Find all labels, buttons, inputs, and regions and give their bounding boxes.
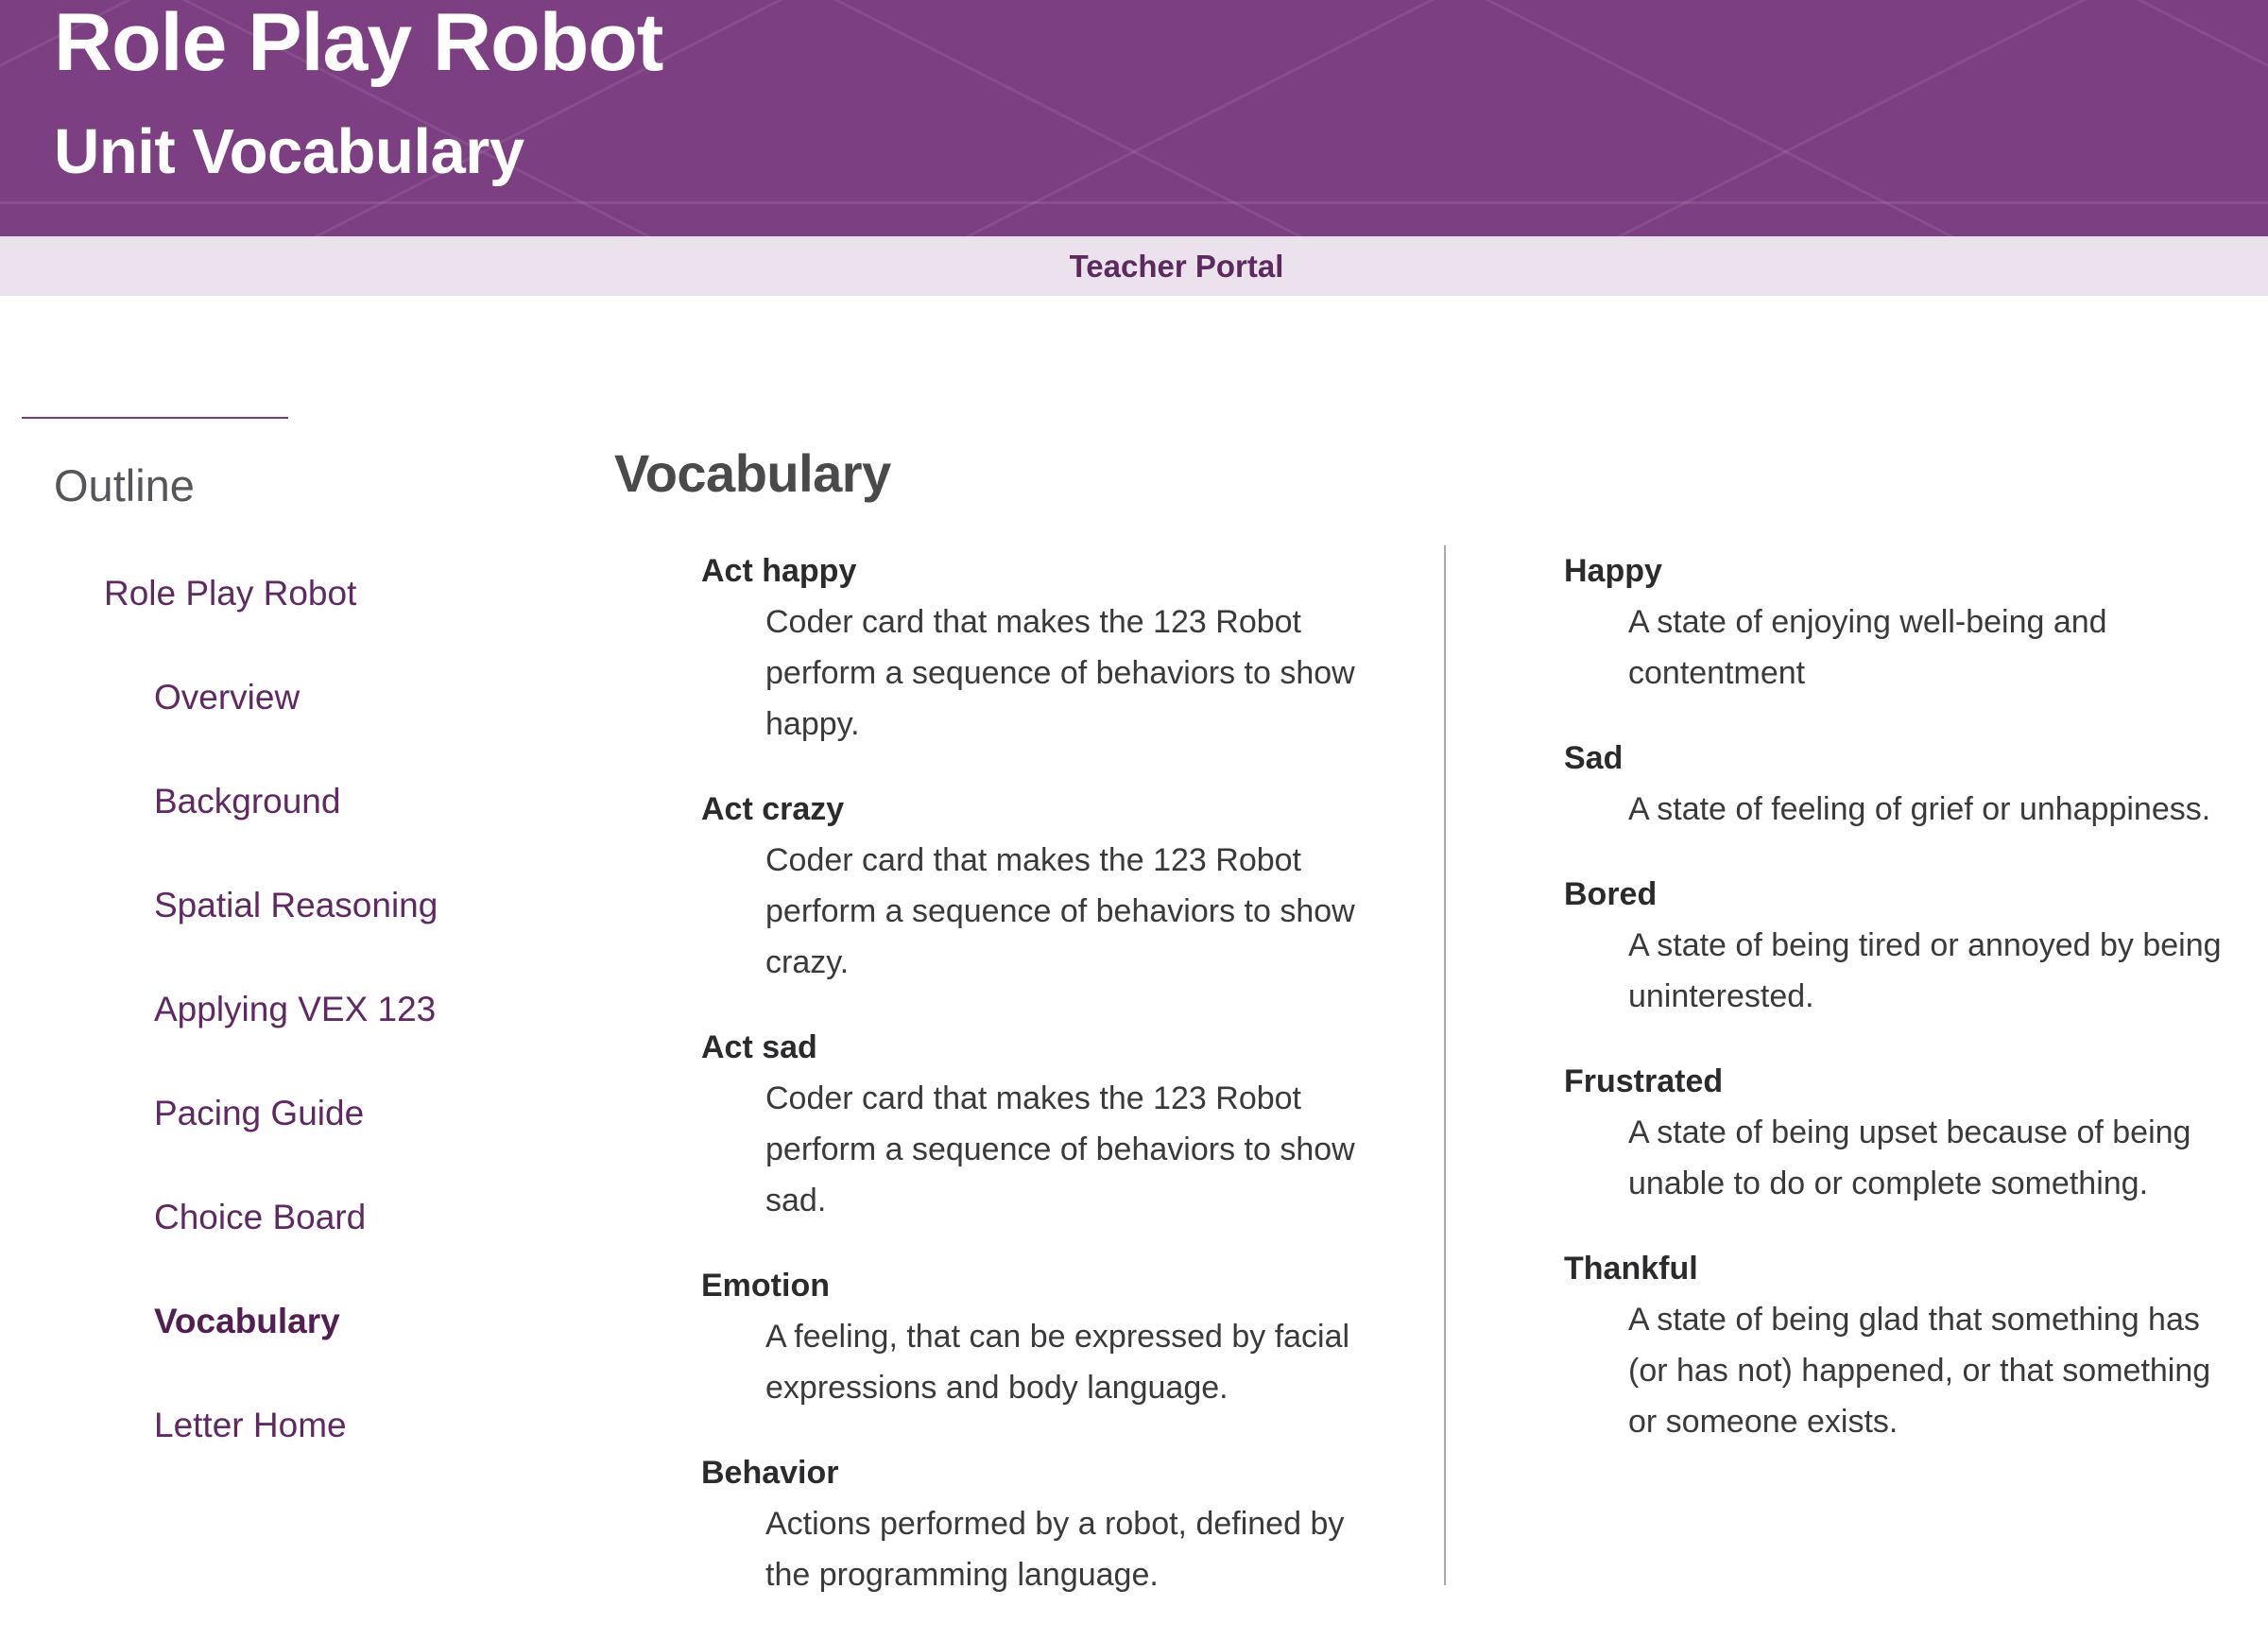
sidebar-item-role-play-robot[interactable]: Role Play Robot: [104, 574, 357, 613]
vocabulary-term: Sad: [1564, 740, 1624, 776]
unit-subtitle: Unit Vocabulary: [54, 116, 524, 187]
sidebar-item-pacing-guide[interactable]: Pacing Guide: [154, 1094, 365, 1132]
vocabulary-entry: [1564, 1243, 2244, 1447]
sidebar-item-letter-home[interactable]: Letter Home: [154, 1406, 347, 1444]
vocabulary-term: Emotion: [701, 1268, 830, 1304]
vocabulary-entry: [701, 1447, 1419, 1600]
sidebar-item-overview[interactable]: Overview: [154, 678, 301, 717]
vocabulary-definition: A state of being glad that something has (or has not) happened, or that something or someone exists.: [1628, 1302, 2211, 1440]
outline-accent-rule: [22, 417, 288, 419]
vocabulary-definition: A feeling, that can be expressed by facial expressions and body language.: [765, 1319, 1350, 1406]
vocabulary-entry: [1564, 545, 2244, 699]
vocabulary-entry: [1564, 1056, 2244, 1209]
sidebar-item-vocabulary[interactable]: Vocabulary: [154, 1302, 340, 1340]
unit-title: Role Play Robot: [54, 0, 663, 88]
vocabulary-term: Act sad: [701, 1029, 817, 1065]
vocabulary-term: Act happy: [701, 553, 857, 589]
vocabulary-definition: A state of feeling of grief or unhappiness.: [1628, 791, 2211, 827]
vocabulary-entry: [701, 1022, 1419, 1226]
vocabulary-entry: [701, 1260, 1419, 1413]
teacher-portal-bar: [0, 236, 2268, 296]
content-area: [0, 296, 2268, 1641]
vocabulary-definition: Coder card that makes the 123 Robot perform a sequence of behaviors to show sad.: [765, 1080, 1355, 1218]
sidebar-item-spatial-reasoning[interactable]: Spatial Reasoning: [154, 886, 438, 924]
vocabulary-term: Behavior: [701, 1455, 839, 1491]
vocabulary-entry: [701, 784, 1419, 988]
page-title: Vocabulary: [614, 443, 891, 503]
teacher-portal-label: Teacher Portal: [1069, 249, 1284, 284]
vocabulary-term: Act crazy: [701, 791, 845, 827]
outline-heading: Outline: [54, 460, 195, 510]
vocabulary-definition: A state of being tired or annoyed by being uninterested.: [1628, 927, 2222, 1014]
sidebar-item-choice-board[interactable]: Choice Board: [154, 1198, 367, 1236]
vocabulary-definition: Actions performed by a robot, defined by the programming language.: [765, 1506, 1345, 1593]
vocabulary-column-right: [1564, 545, 2244, 1481]
vocabulary-term: Bored: [1564, 876, 1658, 912]
vocabulary-column-left: [701, 545, 1419, 1634]
vocabulary-term: Thankful: [1564, 1251, 1698, 1287]
vocabulary-entry: [1564, 733, 2244, 835]
vocabulary-definition: A state of being upset because of being unable to do or complete something.: [1628, 1114, 2191, 1201]
unit-header-banner: [0, 0, 2268, 236]
vocabulary-definition: A state of enjoying well-being and contentment: [1628, 604, 2107, 691]
sidebar-item-applying-vex-123[interactable]: Applying VEX 123: [154, 990, 437, 1028]
vocabulary-term: Frustrated: [1564, 1063, 1724, 1099]
vocabulary-entry: [1564, 869, 2244, 1022]
vocabulary-definition: Coder card that makes the 123 Robot perform a sequence of behaviors to show crazy.: [765, 842, 1355, 980]
outline-nav: [0, 568, 586, 1504]
vocabulary-entry: [701, 545, 1419, 750]
sidebar-item-background[interactable]: Background: [154, 782, 341, 820]
vocabulary-term: Happy: [1564, 553, 1662, 589]
column-divider: [1444, 545, 1446, 1585]
vocabulary-definition: Coder card that makes the 123 Robot perform a sequence of behaviors to show happy.: [765, 604, 1355, 742]
